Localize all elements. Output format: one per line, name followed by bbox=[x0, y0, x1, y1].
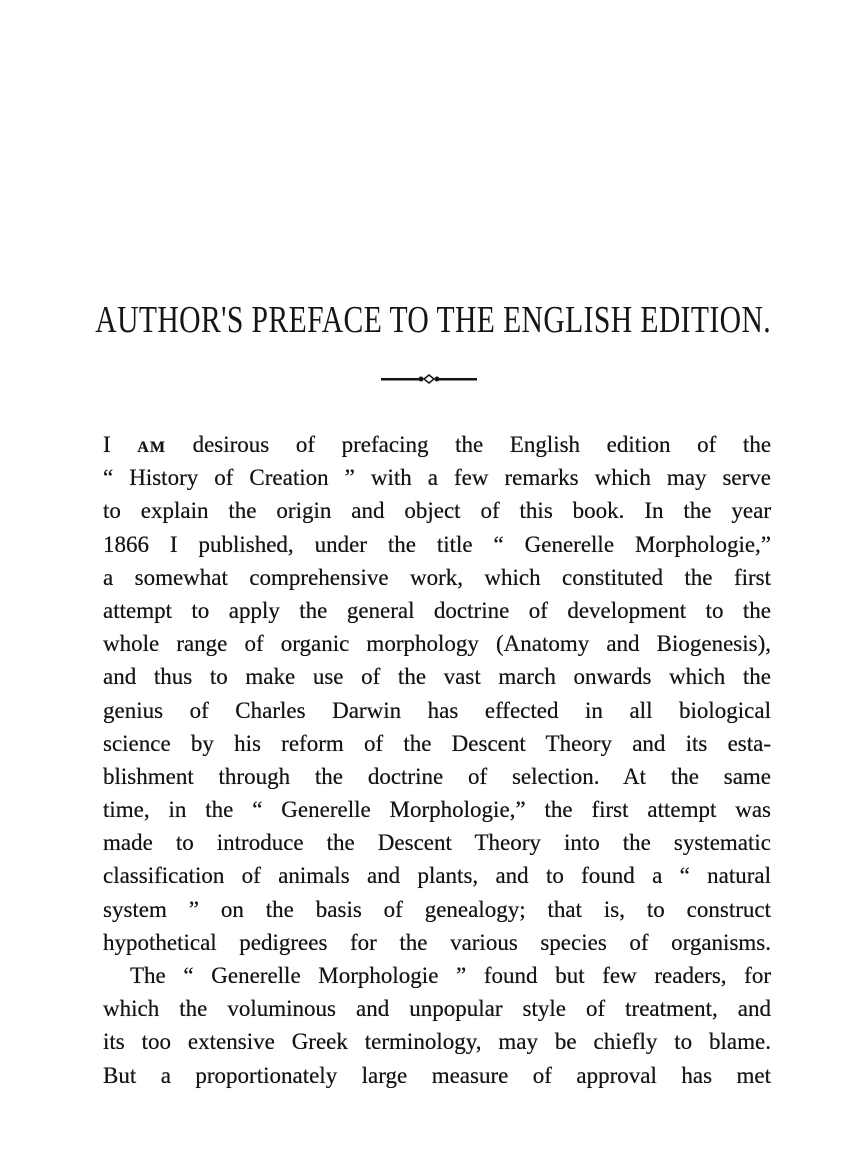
text-line: “ History of Creation ” with a few remarks which may serve bbox=[103, 465, 771, 491]
text-line: time, in the “ Generelle Morphologie,” the first attempt was bbox=[103, 797, 771, 823]
ornament-divider bbox=[381, 372, 477, 386]
text-line: genius of Charles Darwin has effected in all biological bbox=[103, 697, 771, 723]
text-line: a somewhat comprehensive work, which constituted the first bbox=[103, 564, 771, 590]
drop-word: I bbox=[103, 432, 111, 457]
text-line: which the voluminous and unpopular style of treatment, and bbox=[103, 996, 771, 1022]
line-text: desirous of prefacing the English edition of the bbox=[192, 432, 772, 457]
text-line: 1866 I published, under the title “ Generelle Morphologie,” bbox=[103, 531, 771, 557]
text-line: made to introduce the Descent Theory into the systematic bbox=[103, 830, 771, 856]
text-line: whole range of organic morphology (Anatomy and Biogenesis), bbox=[103, 631, 771, 657]
text-line: The “ Generelle Morphologie ” found but few readers, for bbox=[130, 963, 771, 988]
text-line: But a proportionately large measure of approval has met bbox=[103, 1062, 771, 1088]
text-line: and thus to make use of the vast march onwards which the bbox=[103, 664, 771, 690]
text-line: hypothetical pedigrees for the various species of organisms. bbox=[103, 929, 771, 955]
chapter-heading bbox=[0, 298, 850, 342]
text-line: system ” on the basis of genealogy; that is, to construct bbox=[103, 896, 771, 922]
small-caps-word: AM bbox=[137, 439, 166, 456]
chapter-heading-text: AUTHOR'S PREFACE TO THE ENGLISH EDITION. bbox=[95, 299, 772, 341]
text-line: science by his reform of the Descent Theory and its esta- bbox=[103, 730, 771, 756]
body-text bbox=[103, 428, 771, 1092]
text-line bbox=[103, 428, 771, 461]
text-line: attempt to apply the general doctrine of development to the bbox=[103, 597, 771, 623]
text-line: to explain the origin and object of this book. In the year bbox=[103, 498, 771, 524]
text-line: classification of animals and plants, and to found a “ natural bbox=[103, 863, 771, 889]
text-line: its too extensive Greek terminology, may be chiefly to blame. bbox=[103, 1029, 771, 1055]
text-line: blishment through the doctrine of selection. At the same bbox=[103, 763, 771, 789]
